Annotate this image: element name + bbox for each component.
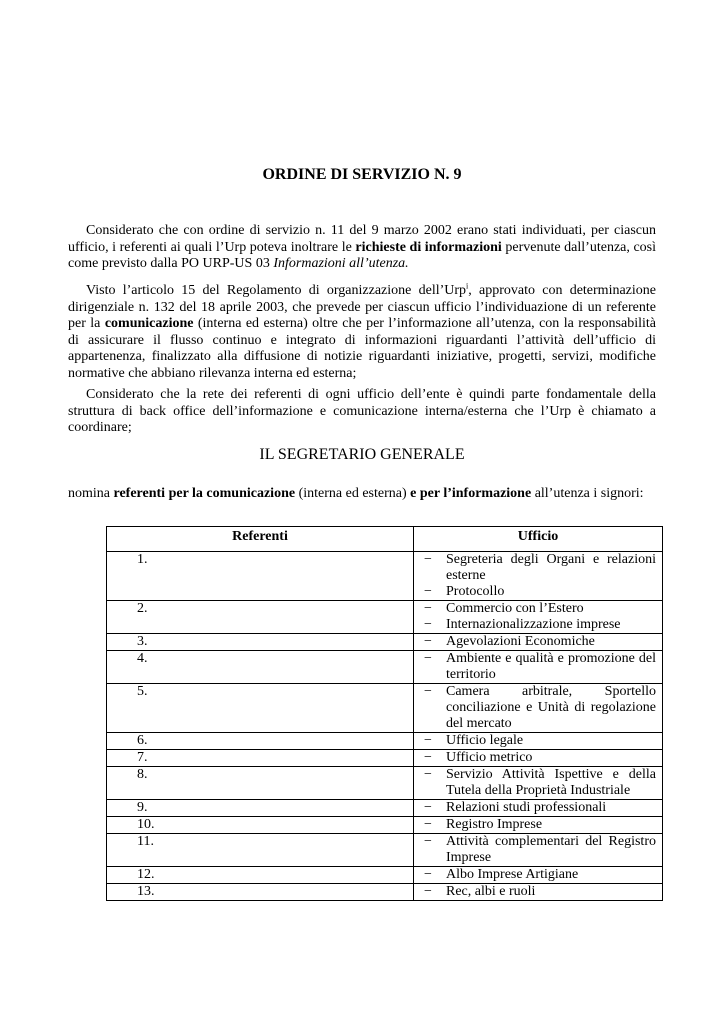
ufficio-cell	[414, 867, 663, 884]
table-row	[107, 867, 663, 884]
ufficio-name: Internazionalizzazione imprese	[446, 617, 621, 632]
nomina-text-c: (interna ed esterna)	[295, 486, 411, 501]
ufficio-name: Commercio con l’Estero	[446, 601, 584, 616]
ufficio-cell	[414, 552, 663, 601]
ufficio-cell	[414, 767, 663, 800]
p1-text-c: pervenute dall’utenza, così come previsto dalla PO URP-US 03	[68, 239, 657, 271]
ufficio-item	[424, 800, 656, 816]
p1-text-a: Considerato che con ordine di servizio n. 11 del 9 marzo 2002 erano stati individuati, per ciascun ufficio, i referenti ai quali l’Urp poteva inoltrare le	[68, 223, 656, 255]
table-row	[107, 552, 663, 601]
ufficio-item	[424, 884, 656, 900]
ufficio-name: Registro Imprese	[446, 817, 543, 832]
dash-bullet: −	[424, 552, 432, 567]
referente-number: 9.	[107, 800, 414, 817]
dash-bullet: −	[424, 867, 432, 882]
referenti-table	[106, 526, 663, 901]
dash-bullet: −	[424, 750, 432, 765]
ufficio-name: Servizio Attività Ispettive e della Tutela della Proprietà Industriale	[446, 767, 656, 798]
ufficio-cell	[414, 684, 663, 733]
nomina-text-a: nomina	[68, 486, 114, 501]
table-row	[107, 733, 663, 750]
dash-bullet: −	[424, 684, 432, 699]
ufficio-item	[424, 817, 656, 833]
header-referenti: Referenti	[107, 527, 414, 552]
table-row	[107, 684, 663, 733]
referente-number: 1.	[107, 552, 414, 601]
nomina-text-e: all’utenza i signori:	[531, 486, 644, 501]
table-row	[107, 800, 663, 817]
ufficio-name: Attività complementari del Registro Imprese	[446, 834, 656, 865]
ufficio-item	[424, 601, 656, 617]
dash-bullet: −	[424, 651, 432, 666]
ufficio-item	[424, 584, 656, 600]
referente-number: 10.	[107, 817, 414, 834]
p1-italic-text: Informazioni all’utenza.	[273, 256, 409, 271]
document-title: ORDINE DI SERVIZIO N. 9	[262, 166, 462, 183]
referente-number: 8.	[107, 767, 414, 800]
p2-text-a: Visto l’articolo 15 del Regolamento di organizzazione dell’Urp	[86, 283, 467, 298]
table-body	[107, 552, 663, 901]
paragraph-considerato-1	[68, 223, 656, 273]
table-row	[107, 750, 663, 767]
table-row	[107, 834, 663, 867]
ufficio-name: Ufficio legale	[446, 733, 524, 748]
referente-number: 7.	[107, 750, 414, 767]
referente-number: 12.	[107, 867, 414, 884]
referente-number: 11.	[107, 834, 414, 867]
ufficio-item	[424, 750, 656, 766]
ufficio-name: Relazioni studi professionali	[446, 800, 607, 815]
ufficio-name: Protocollo	[446, 584, 505, 599]
ufficio-item	[424, 834, 656, 866]
ufficio-cell	[414, 634, 663, 651]
ufficio-item	[424, 552, 656, 584]
footnote-marker: i	[466, 281, 469, 291]
ufficio-cell	[414, 884, 663, 901]
p2-text-d: (interna ed esterna) oltre che per l’informazione all’utenza, con la responsabilità di assicurare il flusso continuo e integrato di informazioni riguardanti l’attività dell’ufficio di appartenenza, finalizzato alla diffusione di notizie riguardanti iniziative, progetti, servizi, modifiche normative che abbiano rilevanza interna ed esterna;	[68, 316, 656, 381]
ufficio-item	[424, 634, 656, 650]
ufficio-name: Segreteria degli Organi e relazioni esterne	[446, 552, 656, 583]
ufficio-cell	[414, 601, 663, 634]
ufficio-item	[424, 684, 656, 732]
ufficio-cell	[414, 651, 663, 684]
ufficio-name: Albo Imprese Artigiane	[446, 867, 579, 882]
dash-bullet: −	[424, 584, 432, 599]
dash-bullet: −	[424, 601, 432, 616]
table-row	[107, 634, 663, 651]
table-row	[107, 817, 663, 834]
ufficio-name: Ambiente e qualità e promozione del territorio	[446, 651, 656, 682]
ufficio-item	[424, 651, 656, 683]
nomina-bold-1: referenti per la comunicazione	[113, 486, 296, 501]
p1-bold-text: richieste di informazioni	[355, 239, 502, 255]
dash-bullet: −	[424, 817, 432, 832]
ufficio-name: Rec, albi e ruoli	[446, 884, 536, 899]
ufficio-cell	[414, 733, 663, 750]
p2-text-b: , approvato con determinazione dirigenziale n. 132 del 18 aprile 2003, che prevede per ciascun ufficio l’individuazione di un referente per la	[68, 283, 656, 331]
paragraph-considerato-2: Considerato che la rete dei referenti di ogni ufficio dell’ente è quindi parte fondamentale della struttura di back office dell’informazione e comunicazione interna/esterna che l’Urp è chiamato a coordinare;	[68, 387, 656, 435]
paragraph-nomina	[68, 486, 656, 503]
ufficio-cell	[414, 834, 663, 867]
dash-bullet: −	[424, 800, 432, 815]
nomina-bold-2: e per l’informazione	[410, 486, 532, 501]
table-row	[107, 601, 663, 634]
referente-number: 2.	[107, 601, 414, 634]
referente-number: 5.	[107, 684, 414, 733]
referente-number: 13.	[107, 884, 414, 901]
table-row	[107, 767, 663, 800]
dash-bullet: −	[424, 767, 432, 782]
ufficio-cell	[414, 800, 663, 817]
dash-bullet: −	[424, 634, 432, 649]
section-heading: IL SEGRETARIO GENERALE	[259, 446, 465, 463]
ufficio-cell	[414, 750, 663, 767]
ufficio-name: Ufficio metrico	[446, 750, 533, 765]
ufficio-item	[424, 767, 656, 799]
table-row	[107, 651, 663, 684]
dash-bullet: −	[424, 617, 432, 632]
paragraph-visto	[68, 283, 656, 382]
ufficio-item	[424, 733, 656, 749]
header-ufficio: Ufficio	[414, 527, 663, 552]
ufficio-name: Agevolazioni Economiche	[446, 634, 595, 649]
dash-bullet: −	[424, 884, 432, 899]
referente-number: 4.	[107, 651, 414, 684]
table-header-row	[107, 527, 663, 552]
dash-bullet: −	[424, 733, 432, 748]
ufficio-cell	[414, 817, 663, 834]
ufficio-item	[424, 867, 656, 883]
table-row	[107, 884, 663, 901]
ufficio-item	[424, 617, 656, 633]
dash-bullet: −	[424, 834, 432, 849]
referente-number: 3.	[107, 634, 414, 651]
ufficio-name: Camera arbitrale, Sportello conciliazione e Unità di regolazione del mercato	[446, 684, 656, 731]
p2-bold-text: comunicazione	[104, 316, 194, 331]
referente-number: 6.	[107, 733, 414, 750]
